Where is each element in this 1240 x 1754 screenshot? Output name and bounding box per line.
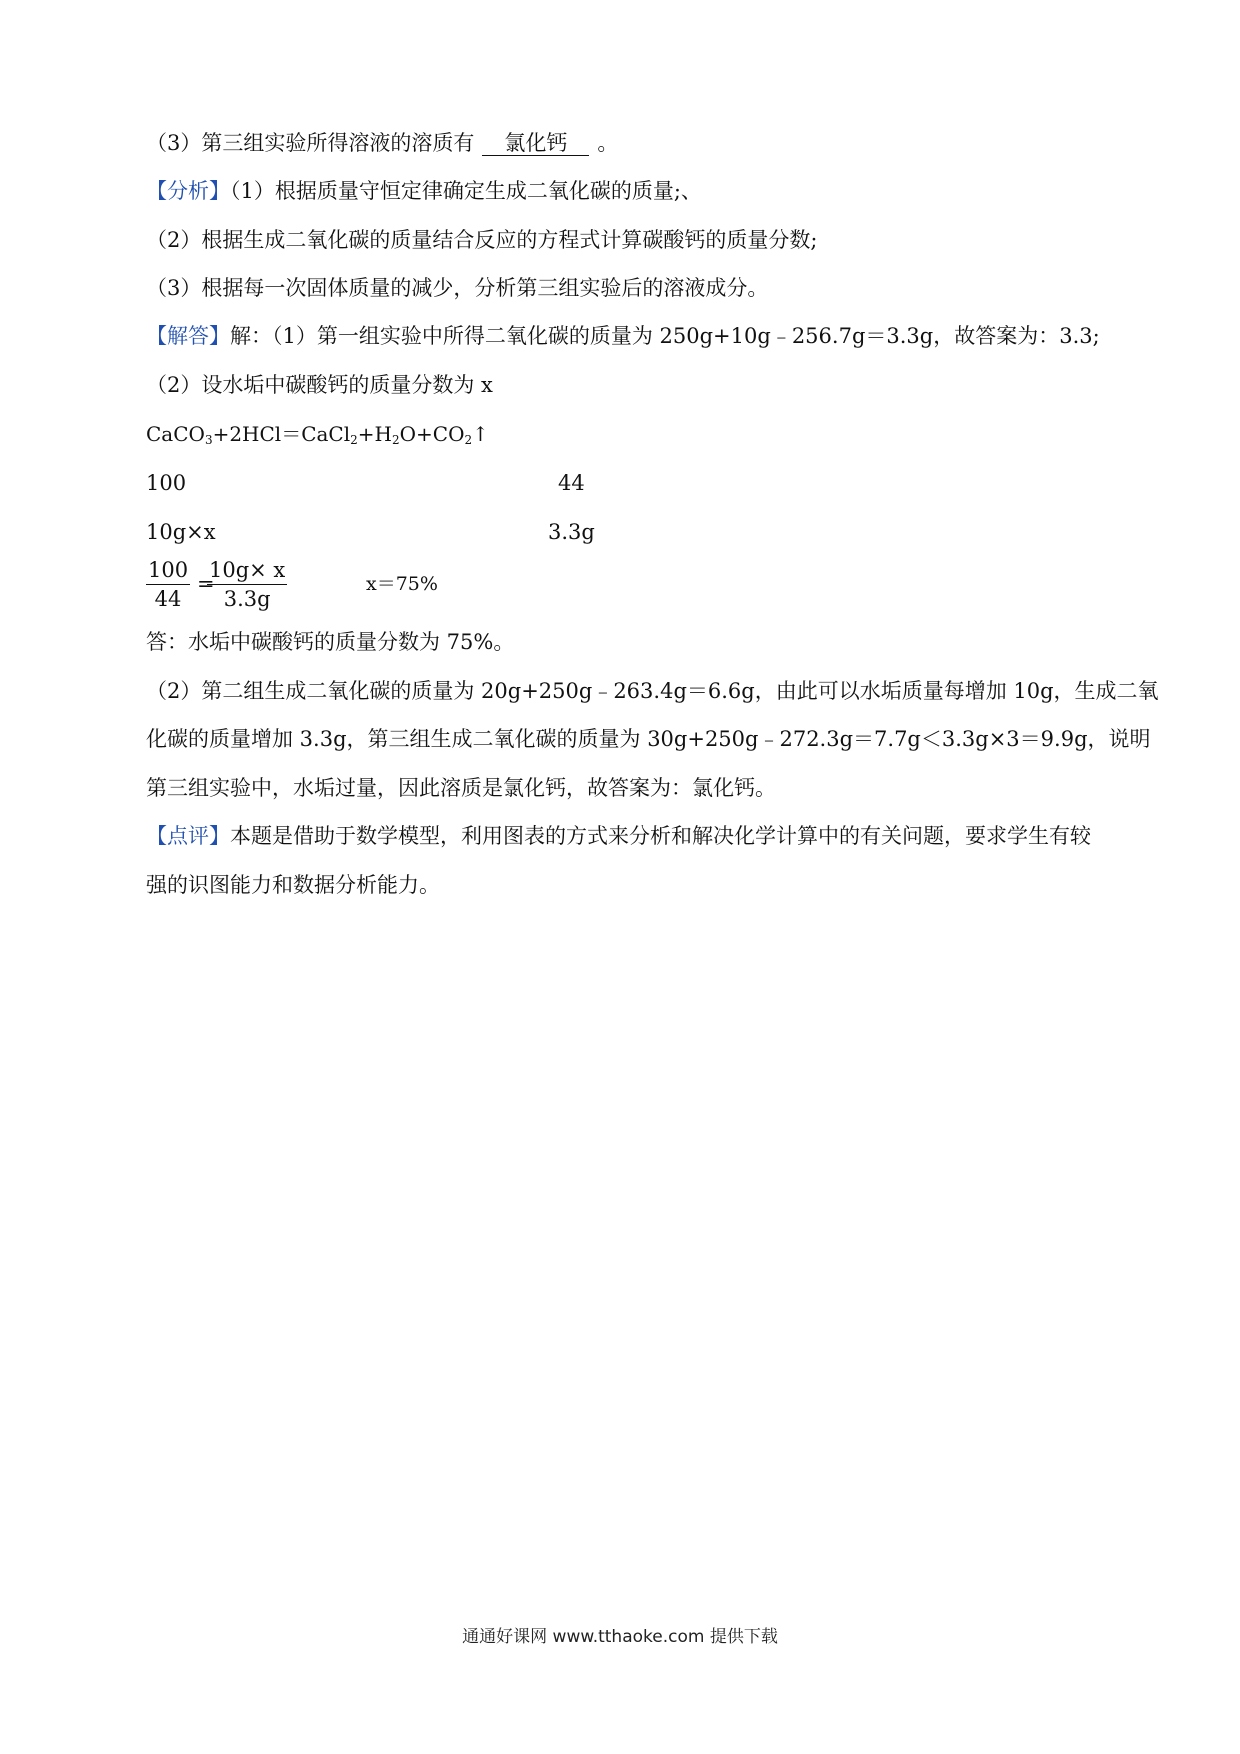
eq-part-3: +H <box>357 422 392 446</box>
solution-text-1: 解：（1）第一组实验中所得二氧化碳的质量为 250g+10g﹣256.7g＝3.3g，故答案为：3.3; <box>230 324 1100 348</box>
analysis-tag: 【分析】 <box>146 179 230 203</box>
ratio-right: 44 <box>558 471 585 495</box>
analysis-line-2: （2）根据生成二氧化碳的质量结合反应的方程式计算碳酸钙的质量分数; <box>146 228 818 252</box>
eq-sub-2: 2 <box>350 433 358 447</box>
fraction-2-numerator: 10g× x <box>209 558 286 582</box>
solution-line-2: （2）设水垢中碳酸钙的质量分数为 x <box>146 373 493 397</box>
eq-part-2: +2HCl＝CaCl <box>212 422 351 446</box>
question-3-answer: 氯化钙 <box>482 131 589 156</box>
comment-line-1 <box>146 821 1091 851</box>
question-3-text: （3）第三组实验所得溶液的溶质有 <box>146 131 475 155</box>
solution-line-1 <box>146 321 1100 351</box>
eq-part-1: CaCO <box>146 422 205 446</box>
comment-tag: 【点评】 <box>146 824 230 848</box>
solution-answer: 答：水垢中碳酸钙的质量分数为 75%。 <box>146 630 515 654</box>
page-footer: 通通好课网 www.tthaoke.com 提供下载 <box>462 1627 778 1647</box>
eq-sub-4: 2 <box>464 433 473 447</box>
fraction-1-denominator: 44 <box>154 587 182 611</box>
analysis-text-1: （1）根据质量守恒定律确定生成二氧化碳的质量;、 <box>230 179 702 203</box>
comment-text-1: 本题是借助于数学模型，利用图表的方式来分析和解决化学计算中的有关问题，要求学生有较 <box>230 824 1091 848</box>
analysis-line-1 <box>146 176 702 206</box>
comment-line-2: 强的识图能力和数据分析能力。 <box>146 873 440 897</box>
solution-line-3a: （2）第二组生成二氧化碳的质量为 20g+250g﹣263.4g＝6.6g，由此可以水垢质量每增加 10g，生成二氧 <box>146 679 1159 703</box>
fraction-1-numerator: 100 <box>148 558 189 582</box>
eq-part-5: ↑ <box>472 422 489 446</box>
eq-sub-1: 3 <box>204 433 213 447</box>
equals-sign: = <box>197 572 215 596</box>
solution-line-3c: 第三组实验中，水垢过量，因此溶质是氯化钙，故答案为：氯化钙。 <box>146 776 776 800</box>
solution-tag: 【解答】 <box>146 324 230 348</box>
fraction-mass-over-co2 <box>207 556 287 613</box>
result-x: x＝75% <box>366 573 438 595</box>
chemical-equation <box>146 419 489 455</box>
analysis-line-3: （3）根据每一次固体质量的减少，分析第三组实验后的溶液成分。 <box>146 276 769 300</box>
eq-sub-3: 2 <box>391 433 400 447</box>
eq-part-4: O+CO <box>399 422 465 446</box>
fraction-2-denominator: 3.3g <box>223 587 271 611</box>
mass-right: 3.3g <box>548 520 595 544</box>
question-3-line <box>146 128 618 158</box>
ratio-left: 100 <box>146 471 187 495</box>
solution-line-3b: 化碳的质量增加 3.3g，第三组生成二氧化碳的质量为 30g+250g﹣272.3g＝7.7g＜3.3g×3＝9.9g，说明 <box>146 727 1151 751</box>
question-3-suffix: 。 <box>597 131 619 155</box>
mass-left: 10g×x <box>146 520 216 544</box>
fraction-100-over-44 <box>146 556 190 613</box>
